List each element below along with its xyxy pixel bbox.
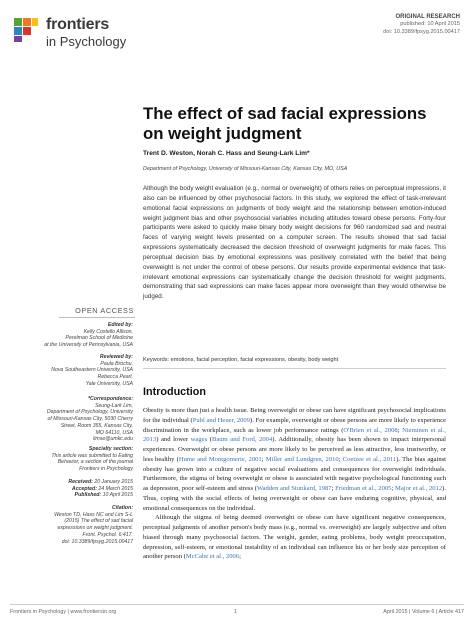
- article-meta: [383, 14, 460, 36]
- footer-issue: April 2015 | Volume 6 | Article 417: [383, 609, 464, 615]
- footer-journal[interactable]: Frontiers in Psychology | www.frontiersin.org: [10, 609, 117, 615]
- citation-link[interactable]: Nieminen et al., 2013: [143, 426, 446, 444]
- specialty-line: Behavior, a section of the journal: [57, 459, 133, 466]
- citation-heading: Citation:: [111, 505, 133, 511]
- citation-line: Weston TD, Hass NC and Lim S-L: [54, 511, 133, 518]
- accepted-date: Accepted: 24 March 2015: [71, 485, 133, 492]
- published-date-side: Published: 10 April 2015: [74, 492, 133, 499]
- editor-affiliation: at the University of Pennsylvania, USA: [44, 342, 133, 349]
- correspondence-line: MO 64110, USA: [95, 429, 133, 436]
- section-heading-introduction: Introduction: [143, 386, 206, 398]
- body-text: ;: [239, 553, 241, 561]
- citation-block: [54, 505, 133, 545]
- correspondence-email[interactable]: limse@umkc.edu: [93, 436, 133, 443]
- dates-block: [68, 479, 133, 499]
- correspondence-line: Department of Psychology, University: [46, 409, 133, 416]
- reviewed-by-heading: Reviewed by:: [99, 354, 133, 360]
- reviewed-by-block: [51, 354, 133, 388]
- citation-link[interactable]: Puhl and Heuer, 2009: [192, 416, 251, 424]
- journal-logo: [12, 14, 142, 54]
- specialty-heading: Specialty section:: [88, 446, 133, 452]
- abstract: Although the body weight evaluation (e.g., normal or overweight) of others relies on perceptual impressions, it also can be influenced by other psychosocial factors. In this study, we explored the effect of task-irrelevant emotional facial expressions on judgments of body weight and the relationship between emotion-induced weight judgment bias and other psychosocial variables including attitudes toward obese persons. Forty-four participants were asked to quickly make binary body weight decisions for 960 randomized sad and neutral faces of varying weight levels presented on a computer screen. The results showed that sad facial expressions systematically decreased the decision threshold of overweight judgments for male faces. This perceptual decision bias by emotional expressions was positively correlated with the belief that being overweight is not under the control of obese persons. Our results provide experimental evidence that task-irrelevant emotional expressions can systematically change the decision threshold for weight judgments, demonstrating that sad expressions can make faces appear more overweight than they would otherwise be judged.: [143, 185, 446, 301]
- body-text: ;: [331, 485, 336, 492]
- citation-link[interactable]: Major et al., 2012: [395, 485, 443, 492]
- edited-by-heading: Edited by:: [107, 322, 133, 328]
- logo-name: frontiers: [46, 16, 110, 33]
- editor-name: Kelly Costello Allison,: [83, 328, 133, 335]
- citation-line: Front. Psychol. 6:417.: [82, 531, 133, 538]
- body-text: ;: [261, 455, 266, 463]
- keywords-divider: [143, 368, 446, 369]
- article-title: The effect of sad facial expressions on weight judgment: [143, 104, 427, 143]
- specialty-line: Frontiers in Psychology: [79, 466, 133, 473]
- body-text: ;: [391, 485, 395, 492]
- body-text: ). Additionally, obesity has been shown to impact interpersonal experiences. Overweight or obese persons are more likely to be perceived as less attractive, less trustworthy, or less healthy (: [143, 436, 446, 463]
- body-text: ). Thus, coping with the social effects of being overweight or obese can have enduring cognitive, physical, and emotional consequences on the individual.: [143, 485, 447, 512]
- introduction-body: [143, 406, 446, 562]
- citation-link[interactable]: Wadden and Stunkard, 1987: [256, 485, 332, 492]
- citation-link[interactable]: Hume and Montgomerie, 2001: [178, 455, 262, 463]
- correspondence-block: [47, 396, 133, 443]
- citation-link[interactable]: Miller and Lundgren, 2010: [265, 455, 339, 463]
- reviewer-name: Rebecca Pearl,: [97, 374, 133, 381]
- body-text: ;: [338, 455, 343, 463]
- open-access-divider: [59, 317, 135, 318]
- footer-divider: [10, 604, 464, 605]
- correspondence-line: Street, Room 355, Kansas City,: [60, 422, 133, 429]
- citation-link[interactable]: Friedman et al., 2005: [335, 485, 392, 492]
- reviewer-name: Paula Brochu,: [100, 360, 133, 367]
- body-text: Obesity is more than just a health issue. Being overweight or obese can have significant psychosocial implications for the individual (: [143, 407, 446, 424]
- citation-link[interactable]: Coetzee et al., 2011: [342, 455, 397, 463]
- body-text: ). The bias against obesity has grown into a culture of negative social evaluations and consequences for overweight individuals. Furthermore, the stigma of being overweight or obese is associated with negative psychological functioning such as depression, poor self-esteem and stress (: [143, 455, 447, 492]
- page-number: 1: [234, 609, 237, 615]
- reviewer-affiliation: Yale University, USA: [85, 380, 133, 387]
- keywords: Keywords: emotions, facial perception, facial expressions, obesity, body weight: [143, 357, 339, 363]
- article-doi[interactable]: doi: 10.3389/fpsyg.2015.00417: [383, 28, 460, 35]
- citation-line: (2015) The effect of sad facial: [64, 518, 133, 525]
- intro-paragraph: [143, 513, 446, 562]
- citation-link[interactable]: McCabe et al., 2006: [185, 553, 240, 561]
- correspondence-line: of Missouri-Kansas City, 5030 Cherry: [47, 416, 133, 423]
- correspondence-heading: *Correspondence:: [88, 396, 133, 402]
- frontiers-logo-icon: [12, 16, 40, 44]
- specialty-line: This article was submitted to Eating: [51, 452, 133, 459]
- article-authors: Trent D. Weston, Norah C. Hass and Seung-Lark Lim*: [143, 150, 310, 157]
- body-text: Although the stigma of being deemed overweight or obese can have significant negative consequences, perceptual judgments of another person's body mass (e.g., normal vs. overweight) are largely subjective and often biased through many psychosocial factors. The weight, gender, eating problems, body weight preoccupation, depression, self-esteem, or emotional instability of an individual can influence his or her body size perception of another person (: [143, 514, 446, 561]
- body-text: (: [207, 436, 212, 444]
- body-text: ;: [397, 426, 403, 434]
- citation-link[interactable]: O'Brien et al., 2008: [343, 426, 398, 434]
- open-access-label: OPEN ACCESS: [75, 306, 134, 315]
- citation-link[interactable]: Baum and Ford, 2004: [211, 436, 273, 444]
- body-text: ) and lower: [156, 436, 191, 444]
- body-text: ). For example, overweight or obese persons are more likely to experience discrimination in the workplace, such as lower job performance ratings (: [143, 416, 446, 434]
- received-date: Received: 20 January 2015: [68, 479, 133, 485]
- specialty-section-block: [51, 446, 133, 473]
- citation-doi[interactable]: doi: 10.3389/fpsyg.2015.00417: [61, 538, 133, 545]
- correspondence-line: Seung-Lark Lim,: [94, 402, 133, 409]
- citation-line: expressions on weight judgment.: [57, 525, 133, 532]
- article-type: ORIGINAL RESEARCH: [395, 14, 460, 20]
- intro-paragraph: [143, 406, 446, 513]
- published-date: published: 10 April 2015: [400, 21, 460, 28]
- reviewer-affiliation: Nova Southeastern University, USA: [51, 367, 133, 374]
- citation-link[interactable]: wages: [190, 436, 208, 444]
- logo-journal: in Psychology: [46, 34, 127, 49]
- author-affiliation: Department of Psychology, University of Missouri-Kansas City, Kansas City, MO, USA: [143, 166, 348, 172]
- editor-affiliation: Perelman School of Medicine: [65, 335, 133, 342]
- edited-by-block: [44, 322, 133, 349]
